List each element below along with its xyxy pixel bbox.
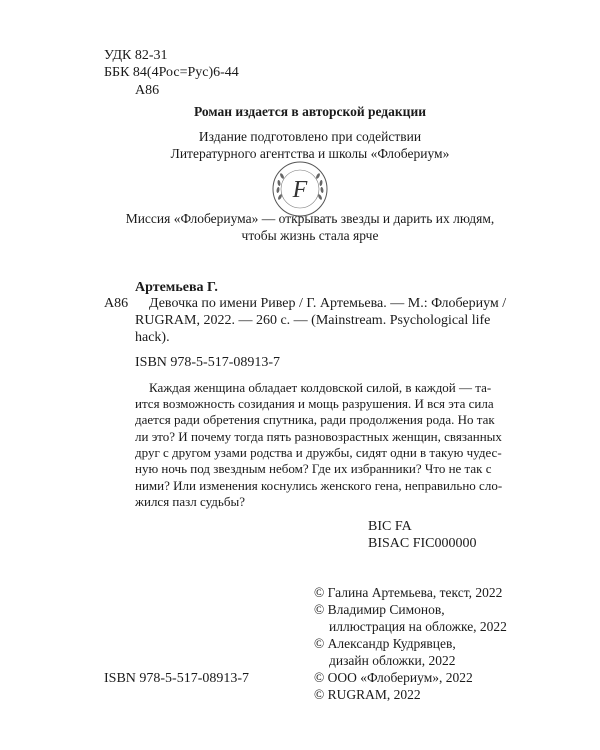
copyright-line: © Владимир Симонов, (314, 602, 445, 617)
support-line-2: Литературного агентства и школы «Флобериум» (170, 146, 450, 161)
catalog-line-1: Девочка по имени Ривер / Г. Артемьева. — М.: Флобериум / (149, 296, 507, 311)
annotation-line: ли это? И почему тогда пять разновозрастных женщин, связанных (135, 429, 502, 444)
bbk-code: ББК 84(4Рос=Рус)6-44 (104, 65, 239, 80)
copyright-line: иллюстрация на обложке, 2022 (329, 619, 507, 634)
mission-line-2: чтобы жизнь стала ярче (241, 228, 379, 243)
annotation-line: Каждая женщина обладает колдовской силой, в каждой — та- (149, 380, 492, 395)
footer-isbn: ISBN 978-5-517-08913-7 (104, 671, 250, 686)
copyright-line: © Галина Артемьева, текст, 2022 (314, 585, 503, 600)
copyright-line: © RUGRAM, 2022 (314, 687, 421, 702)
catalog-author: Артемьева Г. (135, 280, 218, 295)
author-mark: А86 (135, 83, 160, 98)
support-line-1: Издание подготовлено при содействии (198, 129, 422, 144)
annotation-line: ними? Или изменения коснулись женского гена, неправильно сло- (135, 478, 503, 493)
udk-code: УДК 82-31 (104, 48, 168, 63)
annotation-line: ится возможность созидания и мощь разрушения. И вся эта сила (135, 396, 494, 411)
annotation-line: друг с другом узами родства и дружбы, сидят одни в такую чудес- (135, 445, 502, 460)
catalog-line-2: RUGRAM, 2022. — 260 с. — (Mainstream. Psychological life (135, 313, 491, 328)
bisac-code: BISAC FIC000000 (368, 536, 477, 551)
catalog-line-3: hack). (135, 330, 170, 345)
copyright-line: © Александр Кудрявцев, (314, 636, 456, 651)
annotation-line: ную ночь под звездным небом? Где их избранники? Что не так с (135, 461, 492, 476)
bic-code: BIC FA (368, 519, 412, 534)
catalog-isbn: ISBN 978-5-517-08913-7 (135, 355, 281, 370)
annotation-line: жился пазл судьбы? (135, 494, 245, 509)
annotation-line: дается ради обретения спутника, ради продолжения рода. Но так (135, 412, 495, 427)
catalog-mark: А86 (104, 296, 129, 311)
edition-note: Роман издается в авторской редакции (194, 104, 426, 119)
copyright-line: дизайн обложки, 2022 (329, 653, 456, 668)
copyright-line: © ООО «Флобериум», 2022 (314, 670, 473, 685)
mission-line-1: Миссия «Флобериума» — открывать звезды и дарить их людям, (125, 211, 495, 226)
logo-letter: F (292, 177, 308, 203)
